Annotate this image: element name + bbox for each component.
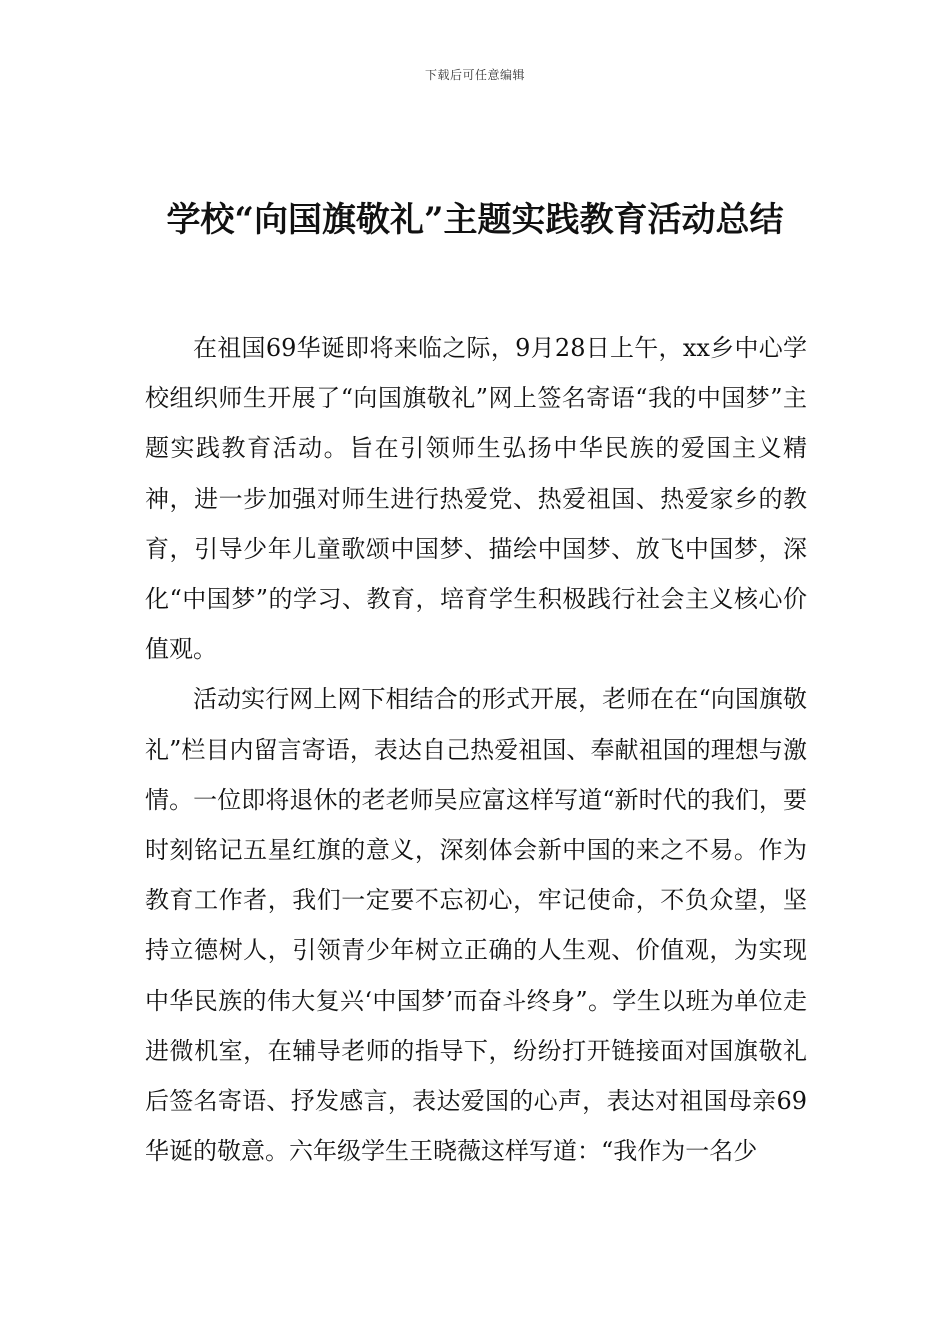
- paragraph-2: 活动实行网上网下相结合的形式开展，老师在在“向国旗敬礼”栏目内留言寄语，表达自己热爱祖国、奉献祖国的理想与激情。一位即将退休的老老师吴应富这样写道“新时代的我们，要时刻铭记五星红旗的意义，深刻体会新中国的来之不易。作为教育工作者，我们一定要不忘初心，牢记使命，不负众望，坚持立德树人，引领青少年树立正确的人生观、价值观，为实现中华民族的伟大复兴‘中国梦’而奋斗终身”。学生以班为单位走进微机室，在辅导老师的指导下，纷纷打开链接面对国旗敬礼后签名寄语、抒发感言，表达爱国的心声，表达对祖国母亲69华诞的敬意。六年级学生王晓薇这样写道：“我作为一名少: [145, 685, 807, 1166]
- paragraph-1: 在祖国69华诞即将来临之际，9月28日上午，xx乡中心学校组织师生开展了“向国旗敬礼”网上签名寄语“我的中国梦”主题实践教育活动。旨在引领师生弘扬中华民族的爱国主义精神，进一步加强对师生进行热爱党、热爱祖国、热爱家乡的教育，引导少年儿童歌颂中国梦、描绘中国梦、放飞中国梦，深化“中国梦”的学习、教育，培育学生积极践行社会主义核心价值观。: [145, 334, 807, 664]
- header-note: 下载后可任意编辑: [424, 68, 525, 82]
- document-title: 学校“向国旗敬礼”主题实践教育活动总结: [166, 199, 784, 240]
- document-body: [145, 323, 807, 1176]
